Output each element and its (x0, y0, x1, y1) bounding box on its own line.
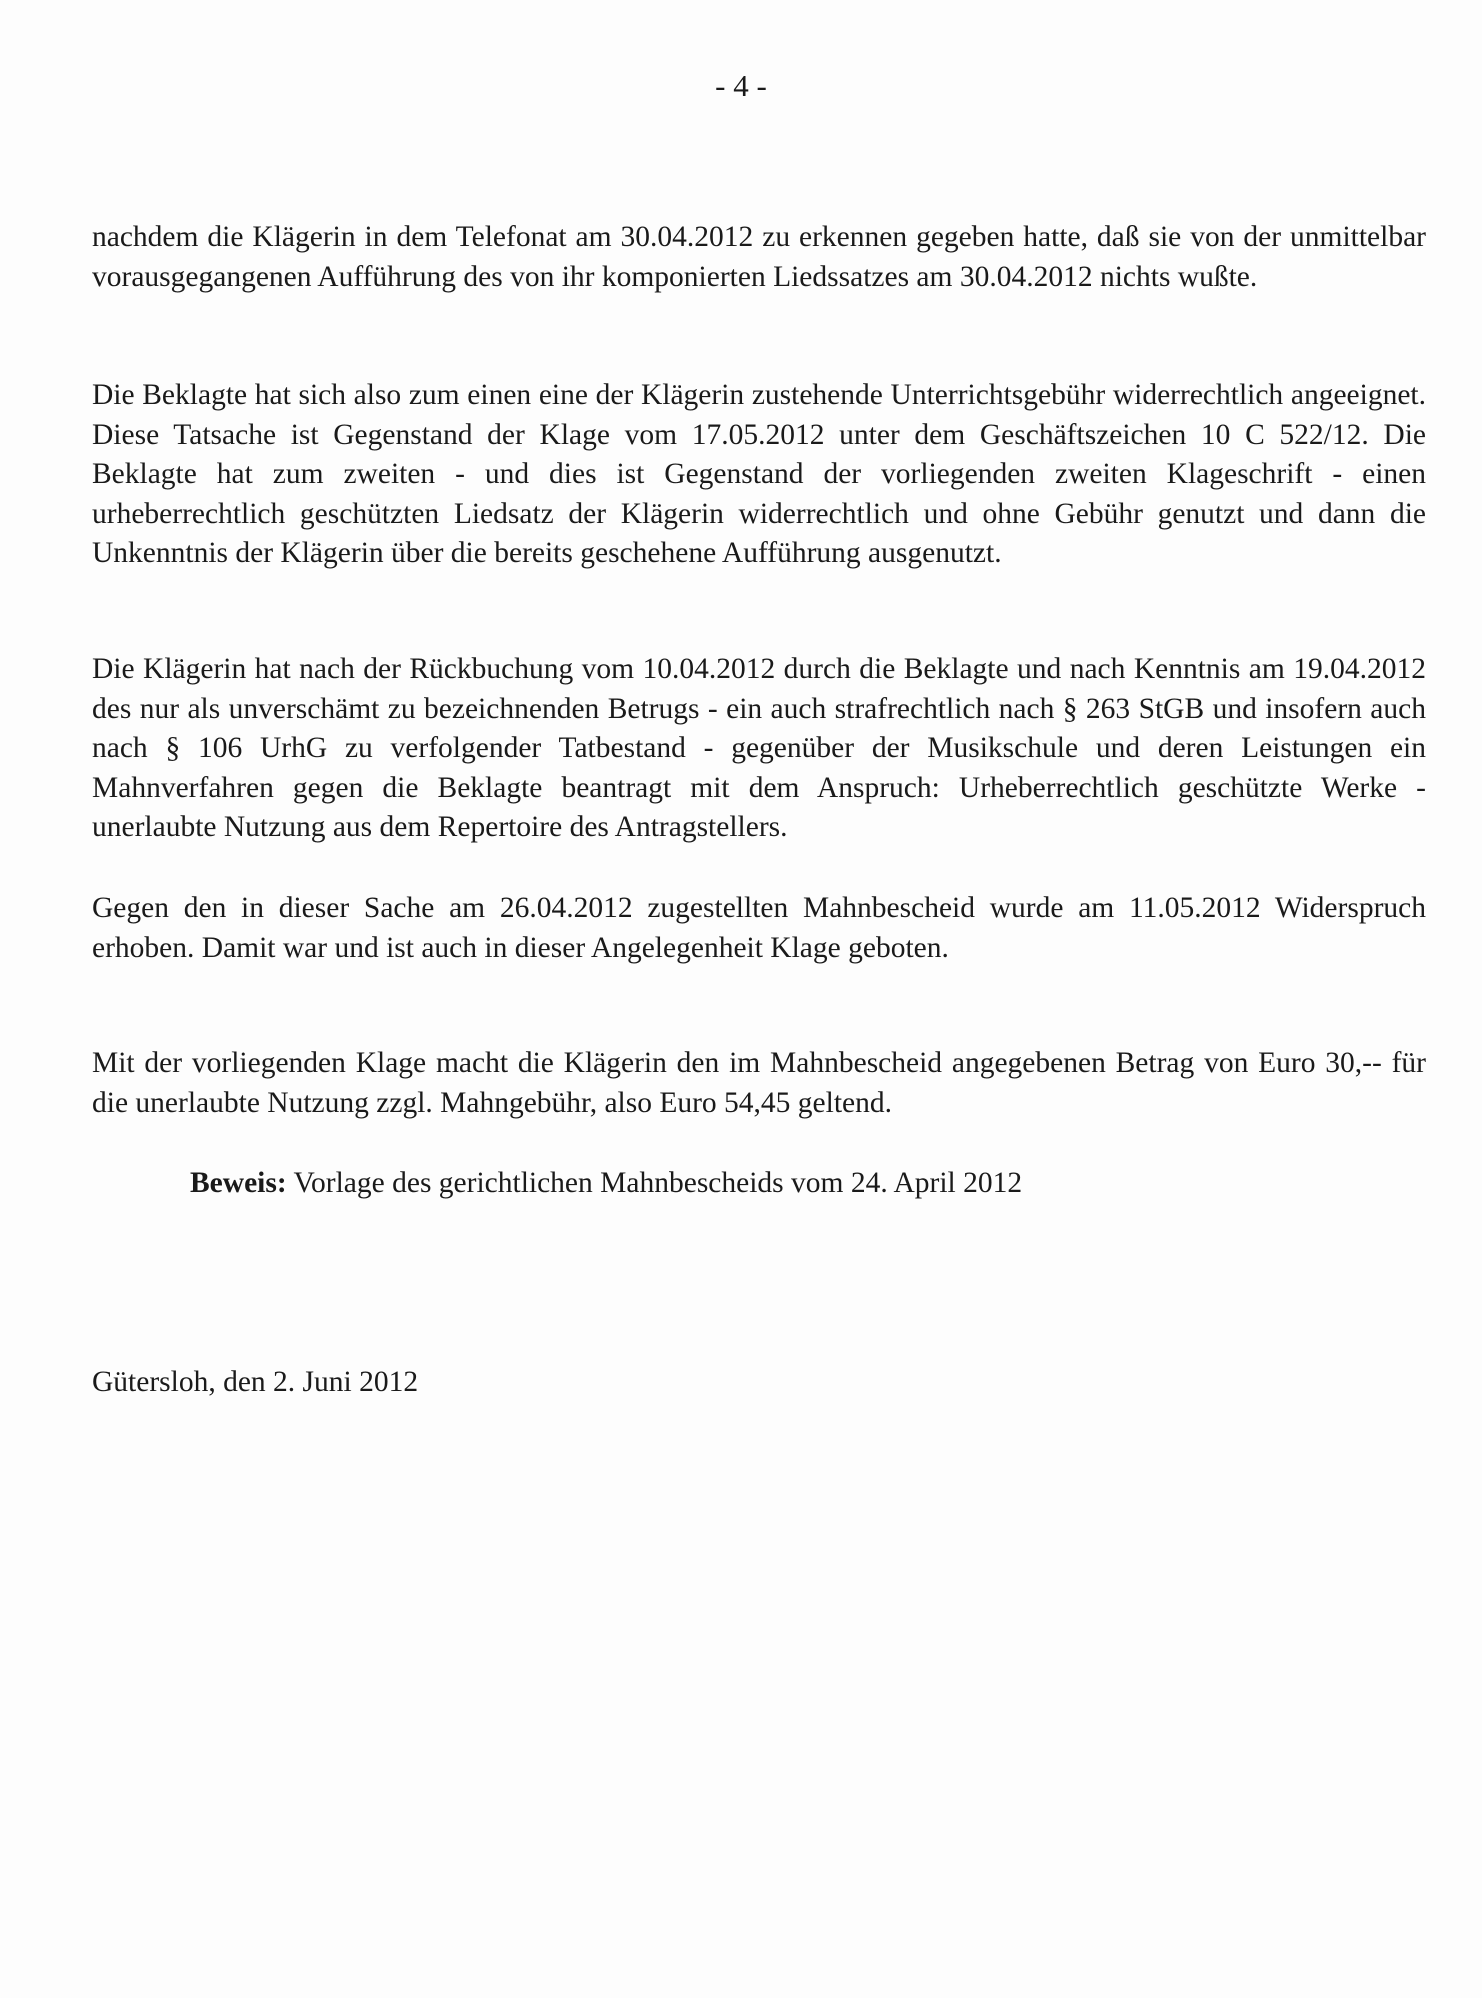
place-and-date: Gütersloh, den 2. Juni 2012 (92, 1366, 419, 1398)
paragraph-5: Mit der vorliegenden Klage macht die Klägerin den im Mahnbescheid angegebenen Betrag von Euro 30,-- für die unerlaubte Nutzung zzgl. Mahngebühr, also Euro 54,45 geltend. (92, 1047, 1426, 1119)
paragraph-1: nachdem die Klägerin in dem Telefonat am 30.04.2012 zu erkennen gegeben hatte, daß sie von der unmittelbar vorausgegangenen Aufführung des von ihr komponierten Liedssatzes am 30.04.2012 nichts wußte. (92, 221, 1426, 293)
evidence-label: Beweis: (190, 1167, 287, 1199)
paragraph-4: Gegen den in dieser Sache am 26.04.2012 zugestellten Mahnbescheid wurde am 11.05.2012 Widerspruch erhoben. Damit war und ist auch in dieser Angelegenheit Klage geboten. (92, 892, 1426, 964)
page-number: - 4 - (715, 68, 767, 103)
paragraph-3: Die Klägerin hat nach der Rückbuchung vom 10.04.2012 durch die Beklagte und nach Kenntnis am 19.04.2012 des nur als unverschämt zu bezeichnenden Betrugs - ein auch strafrechtlich nach § 263 StGB und insofern auch nach § 106 UrhG zu verfolgender Tatbestand - gegenüber der Musikschule und deren Leistungen ein Mahnverfahren gegen die Beklagte beantragt mit dem Anspruch: Urheberrechtlich geschützte Werke - unerlaubte Nutzung aus dem Repertoire des Antragstellers. (92, 653, 1426, 843)
paragraph-2: Die Beklagte hat sich also zum einen eine der Klägerin zustehende Unterrichtsgebühr widerrechtlich angeeignet. Diese Tatsache ist Gegenstand der Klage vom 17.05.2012 unter dem Geschäftszeichen 10 C 522/12. Die Beklagte hat zum zweiten - und dies ist Gegenstand der vorliegenden zweiten Klageschrift - einen urheberrechtlich geschützten Liedsatz der Klägerin widerrechtlich und ohne Gebühr genutzt und dann die Unkenntnis der Klägerin über die bereits geschehene Aufführung ausgenutzt. (92, 379, 1426, 569)
evidence-line (190, 1163, 1022, 1203)
evidence-text: Vorlage des gerichtlichen Mahnbescheids vom 24. April 2012 (293, 1167, 1023, 1199)
